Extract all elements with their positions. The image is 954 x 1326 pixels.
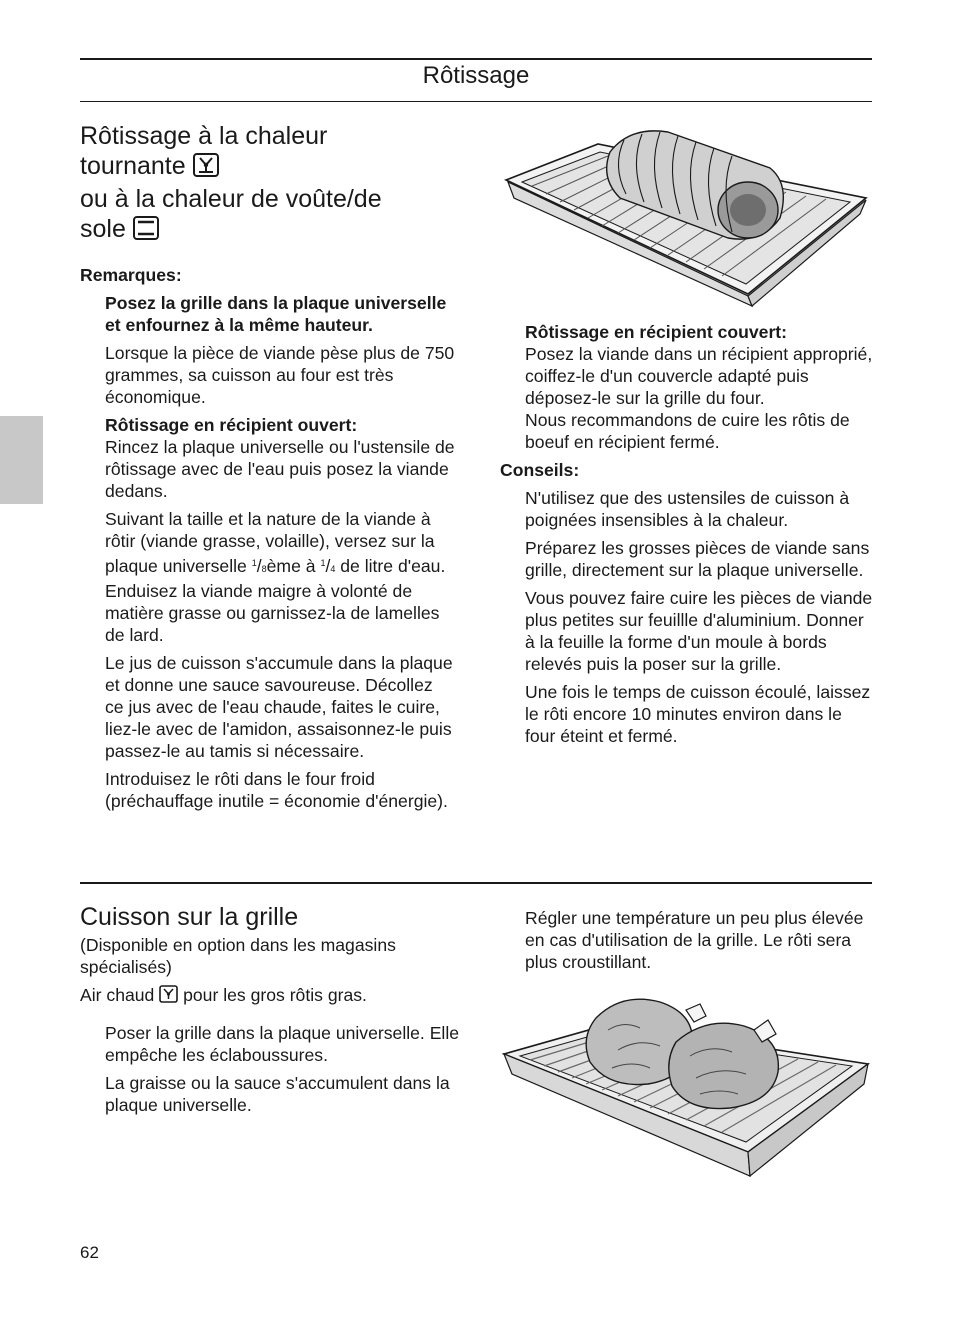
remark-paragraph-1: Posez la grille dans la plaque universelle et enfournez à la même hauteur.	[105, 293, 447, 335]
remark-paragraph-4: Suivant la taille et la nature de la viande à rôtir (viande grasse, volaille), versez sur la plaque universelle $^1$/8ème à $^1$/4 de litre d'eau. Enduisez la viande maigre à volonté de matière grasse ou garnissez-la de lamelles de lard.	[105, 509, 446, 645]
remark-paragraph-3	[80, 414, 455, 502]
grill-paragraph-1: Poser la grille dans la plaque universelle. Elle empêche les éclaboussures.	[105, 1023, 460, 1065]
grill-paragraph-3: Régler une température un peu plus élevée en cas d'utilisation de la grille. Le rôti sera plus croustillant.	[525, 908, 864, 972]
tip-4: Une fois le temps de cuisson écoulé, laissez le rôti encore 10 minutes environ dans le four éteint et fermé.	[525, 682, 871, 746]
hot-air-line: Air chaud pour les gros rôtis gras.	[80, 984, 460, 1008]
fan-oven-icon	[193, 153, 219, 184]
roast-in-tray-illustration	[500, 122, 872, 307]
top-bottom-heat-icon	[133, 216, 159, 247]
covered-roasting-title: Rôtissage en récipient couvert:	[525, 322, 788, 342]
header-bottom-rule	[80, 101, 872, 102]
tips-label: Conseils:	[500, 460, 580, 480]
section-title-line2: tournante	[80, 152, 186, 180]
covered-roasting-paragraph	[500, 321, 875, 453]
section-title-line4: sole	[80, 215, 126, 243]
chapter-side-tab	[0, 416, 43, 504]
tip-1: N'utilisez que des ustensiles de cuisson à poignées insensibles à la chaleur.	[525, 488, 850, 530]
remark-paragraph-6: Introduisez le rôti dans le four froid (préchauffage inutile = économie d'énergie).	[105, 769, 448, 811]
tip-2: Préparez les grosses pièces de viande sans grille, directement sur la plaque universelle.	[525, 538, 870, 580]
header-top-rule	[80, 58, 872, 60]
section1-left-column	[80, 264, 455, 818]
tip-3: Vous pouvez faire cuire les pièces de viande plus petites sur feuillle d'aluminium. Donner à la feuille la forme d'un moule à bords relevés puis la poser sur la grille.	[525, 588, 873, 674]
covered-roasting-text: Posez la viande dans un récipient approprié, coiffez-le d'un couvercle adapté puis déposez-le sur la grille du four.	[525, 344, 873, 408]
grill-section-title: Cuisson sur la grille	[80, 903, 299, 931]
section1-right-column	[500, 321, 875, 753]
remarks-label: Remarques:	[80, 265, 182, 285]
open-roasting-title: Rôtissage en récipient ouvert:	[105, 415, 358, 435]
section-title-line1: Rôtissage à la chaleur	[80, 122, 328, 150]
page-header-title: Rôtissage	[422, 62, 530, 89]
covered-roasting-text-2: Nous recommandons de cuire les rôtis de boeuf en récipient fermé.	[525, 410, 850, 452]
section-divider	[80, 882, 872, 884]
roasts-on-grill-illustration	[500, 990, 872, 1180]
fan-oven-icon	[159, 985, 178, 1008]
section2-left-column	[80, 902, 460, 1122]
grill-paragraph-2: La graisse ou la sauce s'accumulent dans la plaque universelle.	[105, 1073, 450, 1115]
section-title-roasting	[80, 121, 480, 247]
remark-paragraph-2: Lorsque la pièce de viande pèse plus de 750 grammes, sa cuisson au four est très économique.	[105, 343, 455, 407]
grill-section-subtitle: (Disponible en option dans les magasins spécialisés)	[80, 935, 396, 977]
open-roasting-text: Rincez la plaque universelle ou l'ustensile de rôtissage avec de l'eau puis posez la viande dedans.	[105, 437, 455, 501]
section2-right-column	[500, 907, 875, 979]
remark-paragraph-5: Le jus de cuisson s'accumule dans la plaque et donne une sauce savoureuse. Décollez ce jus avec de l'eau chaude, faites le cuire, liez-le avec de l'amidon, assaisonnez-le puis passez-le au tamis si nécessaire.	[105, 653, 453, 761]
page-number: 62	[80, 1243, 99, 1262]
section-title-line3: ou à la chaleur de voûte/de	[80, 185, 382, 213]
